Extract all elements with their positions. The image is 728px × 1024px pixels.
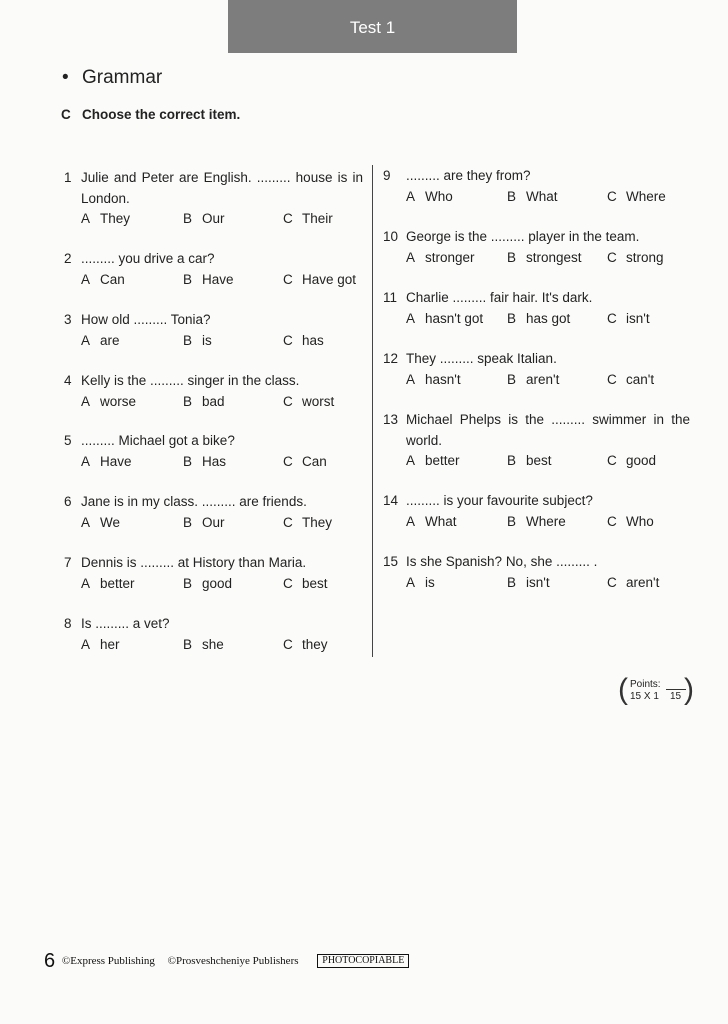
question-text: Dennis is ......... at History than Maria. [81, 555, 307, 570]
footer [44, 950, 409, 973]
answer-options [81, 209, 363, 229]
answer-option[interactable] [183, 452, 226, 473]
option-text: hasn't got [425, 310, 484, 326]
option-letter: C [607, 188, 617, 204]
question-text: ......... you drive a car? [81, 251, 215, 266]
option-letter: B [183, 393, 193, 409]
points-formula: 15 X 1 [630, 691, 659, 702]
publisher-1: ©Express Publishing [61, 955, 155, 967]
option-letter: B [183, 636, 193, 652]
question-item [64, 431, 363, 472]
question-number: 14 [383, 493, 399, 508]
question-item [383, 552, 690, 593]
answer-option[interactable] [406, 248, 475, 269]
answer-option[interactable] [607, 370, 654, 391]
question-item [64, 168, 363, 230]
option-letter: C [283, 575, 293, 591]
answer-option[interactable] [607, 451, 656, 472]
bullet-icon: • [62, 67, 69, 88]
option-letter: A [406, 310, 416, 326]
option-text: good [626, 453, 657, 468]
option-text: can't [626, 371, 655, 387]
option-letter: B [183, 271, 193, 287]
answer-option[interactable] [283, 270, 356, 291]
answer-option[interactable] [81, 331, 120, 352]
question-text: Charlie ......... fair hair. It's dark. [406, 290, 593, 305]
option-letter: C [607, 574, 617, 590]
answer-option[interactable] [183, 209, 225, 230]
option-letter: B [507, 249, 517, 265]
question-item [383, 166, 690, 207]
answer-option[interactable] [507, 309, 570, 330]
question-number: 8 [64, 616, 72, 631]
option-letter: A [81, 271, 91, 287]
answer-option[interactable] [81, 513, 120, 534]
test-title: Test 1 [349, 18, 396, 37]
answer-options [81, 392, 363, 412]
option-letter: C [283, 514, 293, 530]
question-text: Kelly is the ......... singer in the class. [81, 373, 300, 388]
answer-option[interactable] [283, 209, 333, 230]
option-letter: C [283, 332, 293, 348]
option-letter: C [283, 393, 293, 409]
answer-options [406, 248, 690, 268]
answer-option[interactable] [81, 635, 120, 656]
answer-option[interactable] [183, 635, 224, 656]
answer-options [406, 187, 690, 207]
answer-options [406, 573, 690, 593]
option-letter: A [81, 211, 91, 226]
option-text: her [100, 636, 120, 652]
column-divider [372, 165, 373, 657]
question-text: Is she Spanish? No, she ......... . [406, 554, 598, 569]
answer-option[interactable] [406, 309, 483, 330]
option-letter: C [607, 371, 617, 387]
option-letter: A [406, 453, 416, 468]
option-text: best [302, 575, 328, 591]
answer-options [81, 331, 363, 351]
option-text: Who [425, 188, 453, 204]
option-letter: C [607, 249, 617, 265]
option-text: bad [202, 393, 225, 409]
option-text: has got [526, 310, 571, 326]
option-text: Where [626, 188, 666, 204]
question-number: 15 [383, 554, 399, 569]
answer-option[interactable] [183, 331, 212, 352]
instruction-text: Choose the correct item. [82, 107, 241, 122]
answer-option[interactable] [81, 209, 130, 230]
question-text: George is the ......... player in the team. [406, 229, 640, 244]
option-text: hasn't [425, 371, 461, 387]
points-bracket-left: ( [618, 673, 628, 706]
question-item [64, 371, 363, 412]
option-letter: A [406, 249, 416, 265]
question-text: ......... Michael got a bike? [81, 433, 235, 448]
answer-options [406, 309, 690, 329]
answer-option[interactable] [283, 513, 332, 534]
option-letter: C [607, 453, 617, 468]
answer-options [406, 451, 690, 471]
question-item [64, 492, 363, 533]
question-text: Is ......... a vet? [81, 616, 170, 631]
option-letter: B [507, 453, 517, 468]
option-letter: A [81, 514, 91, 530]
option-letter: B [183, 575, 193, 591]
option-text: are [100, 332, 120, 348]
answer-option[interactable] [607, 573, 659, 594]
question-number: 12 [383, 351, 399, 366]
question-number: 10 [383, 229, 399, 244]
question-item [383, 349, 690, 390]
option-text: They [100, 211, 131, 226]
question-number: 4 [64, 373, 72, 388]
answer-option[interactable] [406, 512, 457, 533]
points-label: Points: [630, 679, 661, 690]
option-letter: A [81, 575, 91, 591]
answer-option[interactable] [183, 574, 232, 595]
question-item [64, 614, 363, 655]
question-text: ......... are they from? [406, 168, 531, 183]
option-letter: A [406, 513, 416, 529]
option-text: good [202, 575, 233, 591]
answer-options [81, 574, 363, 594]
answer-option[interactable] [507, 248, 582, 269]
question-text: ......... is your favourite subject? [406, 493, 593, 508]
option-letter: B [507, 188, 517, 204]
option-text: isn't [526, 574, 550, 590]
option-letter: A [81, 636, 91, 652]
answer-option[interactable] [507, 451, 552, 472]
question-number: 6 [64, 494, 72, 509]
section-heading [62, 67, 162, 89]
option-text: Have [100, 453, 132, 469]
option-text: worse [100, 393, 137, 409]
points-line [666, 689, 686, 690]
question-number: 1 [64, 170, 72, 185]
answer-option[interactable] [283, 331, 324, 352]
answer-options [81, 452, 363, 472]
answer-option[interactable] [607, 512, 654, 533]
question-text: They ......... speak Italian. [406, 351, 557, 366]
option-letter: C [283, 453, 293, 469]
option-text: worst [302, 393, 335, 409]
question-item [383, 288, 690, 329]
option-letter: B [507, 574, 517, 590]
question-number: 7 [64, 555, 72, 570]
option-letter: B [183, 332, 193, 348]
option-text: What [425, 513, 457, 529]
option-text: is [425, 574, 435, 590]
question-number: 3 [64, 312, 72, 327]
points-box [618, 673, 694, 708]
option-letter: B [183, 453, 193, 469]
question-text: Julie and Peter are English. ......... house is in London. [81, 170, 363, 206]
option-letter: A [81, 393, 91, 409]
page-number: 6 [44, 950, 56, 972]
answer-option[interactable] [507, 573, 550, 594]
answer-option[interactable] [183, 392, 225, 413]
question-number: 13 [383, 412, 399, 427]
answer-option[interactable] [607, 248, 664, 269]
option-text: has [302, 332, 324, 348]
option-text: strong [626, 249, 664, 265]
question-number: 2 [64, 251, 72, 266]
option-letter: B [507, 371, 517, 387]
answer-option[interactable] [406, 573, 435, 594]
answer-option[interactable] [183, 513, 225, 534]
question-item [64, 249, 363, 290]
answer-options [406, 370, 690, 390]
answer-option[interactable] [81, 270, 125, 291]
answer-option[interactable] [81, 452, 132, 473]
question-item [64, 310, 363, 351]
answer-option[interactable] [607, 187, 666, 208]
option-text: Our [202, 211, 225, 226]
answer-option[interactable] [283, 452, 327, 473]
answer-option[interactable] [406, 451, 460, 472]
option-text: What [526, 188, 558, 204]
points-bracket-right: ) [684, 673, 694, 706]
option-text: stronger [425, 249, 475, 265]
option-text: Their [302, 211, 333, 226]
option-letter: A [406, 188, 416, 204]
section-title: Grammar [82, 67, 163, 88]
option-text: Have [202, 271, 234, 287]
option-letter: A [406, 574, 416, 590]
option-letter: C [283, 211, 293, 226]
answer-option[interactable] [507, 512, 566, 533]
option-text: best [526, 453, 552, 468]
option-text: Who [626, 513, 654, 529]
option-letter: B [183, 514, 193, 530]
answer-option[interactable] [406, 370, 461, 391]
question-text: Michael Phelps is the ......... swimmer in the world. [406, 412, 690, 448]
question-number: 11 [383, 290, 398, 305]
option-text: Has [202, 453, 227, 469]
answer-options [81, 513, 363, 533]
option-letter: C [283, 636, 293, 652]
option-text: she [202, 636, 224, 652]
option-letter: A [81, 332, 91, 348]
answer-option[interactable] [406, 187, 453, 208]
answer-option[interactable] [183, 270, 234, 291]
option-text: We [100, 514, 121, 530]
instruction-letter: C [61, 107, 71, 122]
answer-options [81, 635, 363, 655]
answer-options [406, 512, 690, 532]
option-letter: B [507, 310, 517, 326]
option-letter: A [81, 453, 91, 469]
question-text: How old ......... Tonia? [81, 312, 211, 327]
answer-options [81, 270, 363, 290]
option-text: aren't [626, 574, 660, 590]
question-number: 5 [64, 433, 72, 448]
option-text: better [425, 453, 460, 468]
answer-option[interactable] [507, 370, 559, 391]
answer-option[interactable] [283, 635, 328, 656]
option-text: isn't [626, 310, 650, 326]
question-text: Jane is in my class. ......... are friends. [81, 494, 307, 509]
option-text: aren't [526, 371, 560, 387]
question-item [64, 553, 363, 594]
points-total: 15 [670, 691, 682, 702]
option-text: Can [302, 453, 327, 469]
option-letter: B [507, 513, 517, 529]
question-item [383, 227, 690, 268]
answer-option[interactable] [81, 392, 136, 413]
option-text: Where [526, 513, 566, 529]
publisher-2: ©Prosveshcheniye Publishers [167, 955, 299, 967]
option-text: Our [202, 514, 225, 530]
answer-option[interactable] [607, 309, 650, 330]
question-item [383, 491, 690, 532]
option-letter: B [183, 211, 193, 226]
option-text: They [302, 514, 333, 530]
instruction [61, 107, 240, 122]
test-title-bar [228, 0, 517, 53]
option-text: strongest [526, 249, 582, 265]
photocopiable-label: PHOTOCOPIABLE [317, 954, 409, 968]
option-text: they [302, 636, 328, 652]
option-text: better [100, 575, 135, 591]
option-letter: C [607, 513, 617, 529]
answer-option[interactable] [283, 392, 334, 413]
answer-option[interactable] [81, 574, 135, 595]
option-text: is [202, 332, 212, 348]
question-item [383, 410, 690, 472]
option-text: Can [100, 271, 125, 287]
answer-option[interactable] [507, 187, 558, 208]
answer-option[interactable] [283, 574, 328, 595]
option-letter: C [607, 310, 617, 326]
option-text: Have got [302, 271, 357, 287]
option-letter: A [406, 371, 416, 387]
question-number: 9 [383, 168, 391, 183]
option-letter: C [283, 271, 293, 287]
